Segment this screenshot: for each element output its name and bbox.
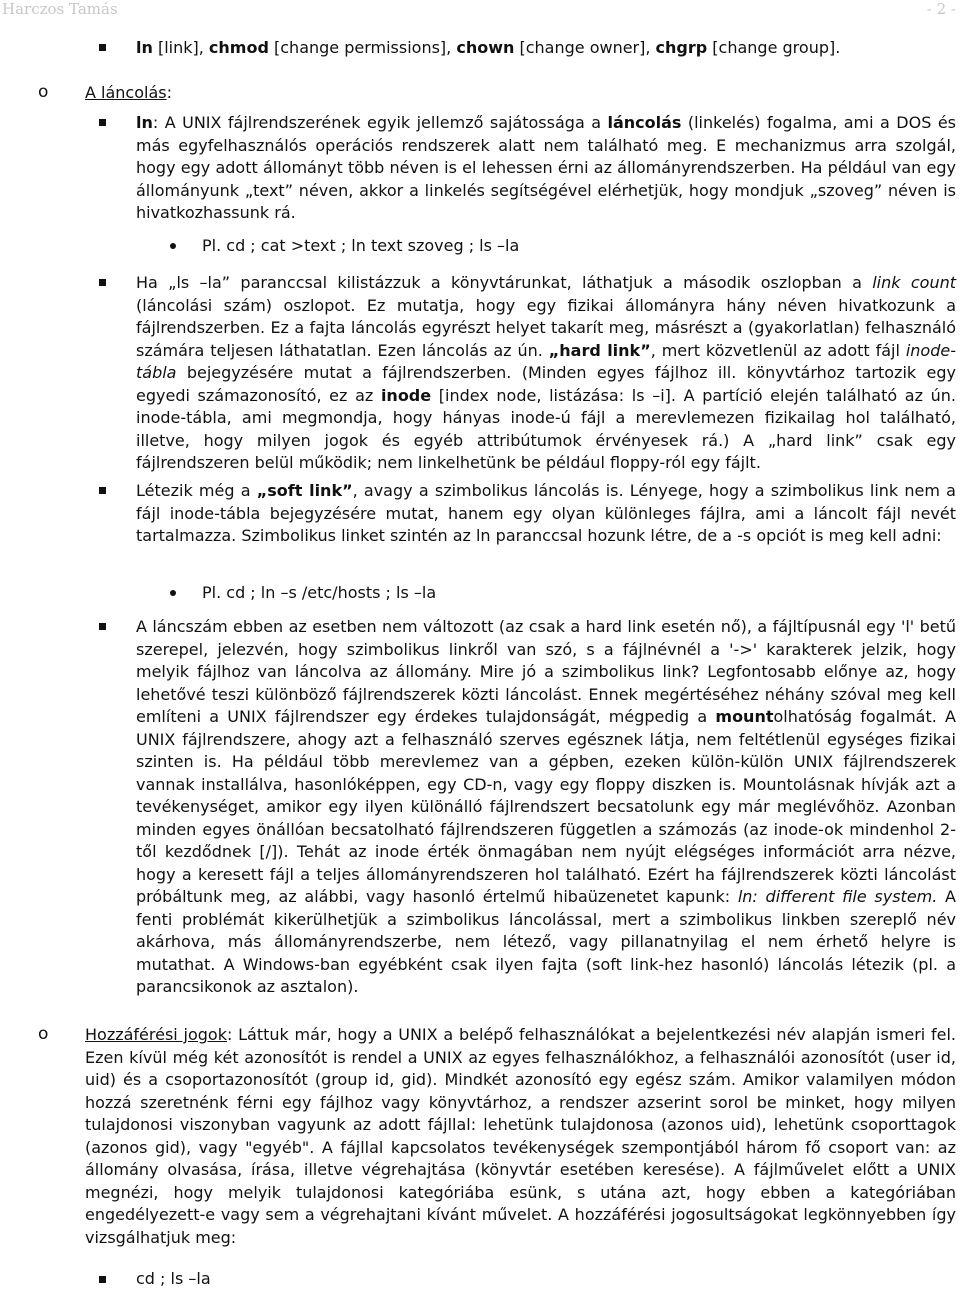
square-bullet-icon — [99, 119, 106, 126]
square-bullet-icon — [99, 1276, 106, 1283]
dot-bullet-icon — [170, 590, 176, 596]
page-header-author: Harczos Tamás — [2, 0, 118, 18]
ln-paragraph: ln: A UNIX fájlrendszerének egyik jellemző sajátossága a láncolás (linkelés) fogalma, ami a DOS és más egyfelhasználós operációs rendszerek alatt nem található meg. E mechanizmus arra szolgál, hogy egy adott állományt több néven is el lehessen érni az állományrendszerben. Ha például van egy állományunk „text” néven, akkor a linkelés segítségével elérhetjük, hogy mondjuk „szoveg” néven is hivatkozhassunk rá. — [136, 113, 956, 222]
hard-link-example: Pl. cd ; cat >text ; ln text szoveg ; ls –la — [202, 236, 520, 255]
link-count-paragraph: A láncszám ebben az esetben nem változott (az csak a hard link esetén nő), a fájltípusnál egy 'l' betű szerepel, jelezvén, hogy szimbolikus linkről van szó, s a fájlnévnél a '->' karakterek jelzik, hogy melyik fájlhoz van láncolva az állomány. Mire jó a szimbolikus link? Legfontosabb előnye az, hogy lehetővé teszi különböző fájlrendszerek közti láncolást. Ennek megértéséhez néhány szóval meg kell említeni a UNIX fájlrendszer egy érdekes tulajdonságát, mégpedig a mountolhatóság fogalmát. A UNIX fájlrendszere, ahogy azt a felhasználó szerves egésznek látja, nem feltétlenül egységes fizikai szinten is. Ha például több merevlemez van a gépben, ezeken külön-külön UNIX fájlrendszerek vannak installálva, hasonlóképpen, egy CD-n, vagy egy floppy diszken is. Mountolásnak hívják azt a tevékenységet, amikor egy ilyen különálló fájlrendszert becsatolunk egy már meglévőhöz. Azonban minden egyes önállóan becsatolható fájlrendszeren független a számozás (az inode-ok mindenhol 2-től kezdődnek [/]). Tehát az inode érték önmagában nem nyújt elégséges információt arra nézve, hogy a keresett fájl a teljes állományrendszeren hol található. Ezért ha fájlrendszerek közti láncolást próbáltunk meg, az alábbi, vagy hasonló értelmű hibaüzenetet kapunk: ln: different file system. A fenti problémát kikerülhetjük a szimbolikus láncolással, mert a szimbolikus linkben szereplő név akárhova, más állományrendszerbe, nem létező, vagy pillanatnyilag el nem érhető helyre is mutathat. A Windows-ban egyébként csak ilyen fajta (soft link-hez hasonló) láncolás létezik (pl. a parancsikonok az asztalon). — [136, 617, 957, 996]
square-bullet-icon — [99, 487, 106, 494]
circle-bullet-icon: o — [38, 82, 49, 102]
circle-bullet-icon: o — [38, 1024, 49, 1044]
access-rights-paragraph: Hozzáférési jogok: Láttuk már, hogy a UNIX a belépő felhasználókat a bejelentkezési név alapján ismeri fel. Ezen kívül még két azonosítót is rendel a UNIX az egyes felhasználókhoz, a felhasználói azonosítót (user id, uid) és a csoportazonosítót (group id, gid). Mindkét azonosító egy egész szám. Amikor valamilyen módon hozzá szeretnénk férni egy fájlhoz vagy könyvtárhoz, a rendszer azserint sorol be minket, hogy milyen tulajdonosi viszonyban vagyunk az adott fájllal: lehetünk tulajdonosa (azonos uid), lehetünk csoporttagok (azonos gid), vagy "egyéb". A fájllal kapcsolatos tevékenységek szempontjából három fő csoport van: az állomány olvasása, írása, illetve végrehajtása (könyvtár esetében keresése). A fájlművelet előtt a UNIX megnézi, hogy melyik tulajdonosi kategóriába esünk, s utána azt, hogy ebben a kategóriában engedélyezett-e vagy sem a végrehajtani kívánt művelet. A hozzáférési jogosultságokat legkönnyebben így vizsgálhatjuk meg: — [85, 1025, 957, 1247]
soft-link-paragraph: Létezik még a „soft link”, avagy a szimbolikus láncolás is. Lényege, hogy a szimbolikus link nem a fájl inode-tábla bejegyzésére mutat, hanem egy olyan különleges fájlra, ami a láncolt fájl nevét tartalmazza. Szimbolikus linket szintén az ln paranccsal hozunk létre, de a -s opciót is meg kell adni: — [136, 481, 956, 545]
command-list-paragraph: ln [link], chmod [change permissions], chown [change owner], chgrp [change group]. — [136, 38, 841, 57]
section-heading-linking: A láncolás: — [85, 83, 172, 102]
square-bullet-icon — [99, 279, 106, 286]
dot-bullet-icon — [170, 243, 176, 249]
square-bullet-icon — [99, 44, 106, 51]
hard-link-paragraph: Ha „ls –la” paranccsal kilistázzuk a könyvtárunkat, láthatjuk a második oszlopban a link count (láncolási szám) oszlopot. Ez mutatja, hogy egy fizikai állományra hány néven hivatkozunk a fájlrendszerben. Ez a fajta láncolás egyrészt helyet takarít meg, másrészt a (gyakorlatlan) felhasználó számára teljesen láthatatlan. Ezen láncolás az ún. „hard link”, mert közvetlenül az adott fájl inode-tábla bejegyzésére mutat a fájlrendszerben. (Minden egyes fájlhoz ill. könyvtárhoz tartozik egy egyedi számazonosító, ez az inode [index node, listázása: ls –i]. A partíció elején található az ún. inode-tábla, ami megmondja, hogy hányas inode-ú fájl a merevlemezen fizikailag hol található, illetve, hogy milyen jogok és egyéb attribútumok érvényesek rá.) A „hard link” csak egy fájlrendszeren belül működik; nem linkelhetünk be például floppy-ról egy fájlt. — [136, 273, 957, 472]
listing-command-example: cd ; ls –la — [136, 1269, 211, 1288]
soft-link-example: Pl. cd ; ln –s /etc/hosts ; ls –la — [202, 583, 437, 602]
page-number: - 2 - — [926, 0, 956, 18]
square-bullet-icon — [99, 623, 106, 630]
